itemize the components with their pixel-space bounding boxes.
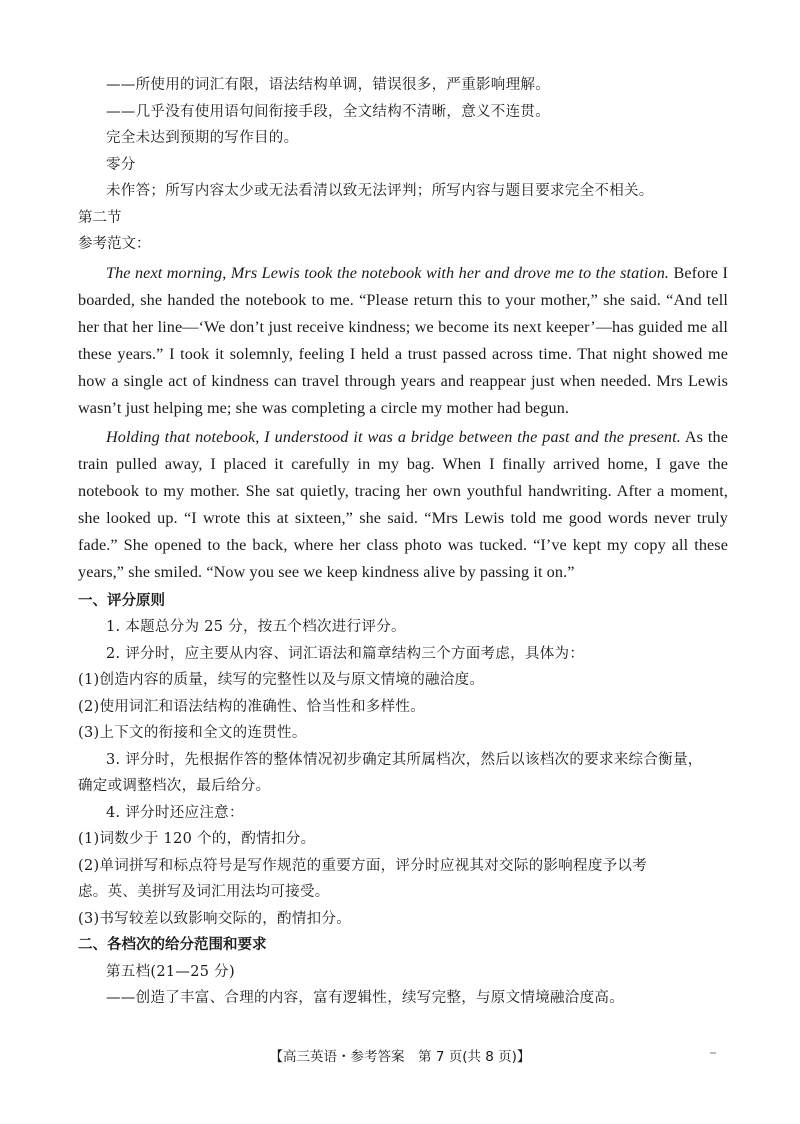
page-body: [78, 72, 728, 1012]
paragraph-2-body: As the train pulled away, I placed it carefully in my bag. When I finally arrived home, I gave the notebook to my mother. She sat quietly, tracing her own youthful handwriting. After a moment, she looked up. “I wrote this at sixteen,” she said. “Mrs Lewis told me good words never truly fade.” She opened to the back, where her class photo was tucked. “I’ve kept my copy all these years,” she smiled. “Now you see we keep kindness alive by passing it on.”: [78, 427, 729, 581]
levels-heading: 二、各档次的给分范围和要求: [78, 937, 267, 953]
principle-item-2-sub-3: (3)上下文的衔接和全文的连贯性。: [78, 725, 307, 741]
sample-essay-paragraph-1: [78, 260, 728, 422]
principle-item-4-sub-2-line-1: (2)单词拼写和标点符号是写作规范的重要方面，评分时应视其对交际的影响程度予以考: [78, 857, 648, 874]
level-5-title: 第五档(21—25 分): [106, 963, 235, 980]
sample-essay-label: 参考范文：: [78, 236, 151, 252]
principle-item-2-sub-1: (1)创造内容的质量，续写的完整性以及与原文情境的融洽度。: [78, 672, 485, 688]
grading-line-3: 完全未达到预期的写作目的。: [106, 130, 299, 146]
principle-item-4: 4. 评分时还应注意：: [106, 804, 244, 821]
zero-score-label: 零分: [106, 156, 136, 173]
principle-item-4-sub-1: (1)词数少于 120 个的，酌情扣分。: [78, 831, 316, 847]
level-5-item-1: ——创造了丰富、合理的内容，富有逻辑性，续写完整，与原文情境融洽度高。: [106, 990, 624, 1006]
paragraph-1-body: Before I boarded, she handed the notebook to me. “Please return this to your mother,” she said. “And tell her that her line—‘We don’t just receive kindness; we become its next keeper’—has guided me all these years.” I took it solemnly, feeling I held a trust passed across time. That night showed me how a single act of kindness can travel through years and reappear just when needed. Mrs Lewis wasn’t just helping me; she was completing a circle my mother had begun.: [78, 263, 728, 417]
grading-line-1: ——所使用的词汇有限，语法结构单调，错误很多，严重影响理解。: [106, 77, 550, 93]
principle-item-4-sub-2-line-2: 虑。英、美拼写及词汇用法均可接受。: [78, 884, 330, 900]
zero-score-desc: 未作答；所写内容太少或无法看清以致无法评判；所写内容与题目要求完全不相关。: [106, 183, 654, 199]
principles-heading: 一、评分原则: [78, 592, 165, 609]
grading-line-2: ——几乎没有使用语句间衔接手段，全文结构不清晰，意义不连贯。: [106, 103, 550, 120]
paragraph-1-lead: The next morning, Mrs Lewis took the notebook with her and drove me to the station.: [106, 263, 670, 282]
section-two-title: 第二节: [78, 209, 122, 226]
principle-item-3-line-2: 确定或调整档次，最后给分。: [78, 778, 271, 794]
sample-essay-paragraph-2: [78, 424, 728, 586]
paragraph-2-lead: Holding that notebook, I understood it was a bridge between the past and the present.: [106, 427, 681, 446]
principle-item-2-sub-2: (2)使用词汇和语法结构的准确性、恰当性和多样性。: [78, 698, 426, 715]
principle-item-2: 2. 评分时，应主要从内容、词汇语法和篇章结构三个方面考虑，具体为：: [106, 645, 585, 662]
scan-mark: [710, 1052, 716, 1054]
principle-item-3-line-1: 3. 评分时，先根据作答的整体情况初步确定其所属档次，然后以该档次的要求来综合衡量，: [106, 751, 703, 768]
principle-item-1: 1. 本题总分为 25 分，按五个档次进行评分。: [106, 619, 406, 635]
principle-item-4-sub-3: (3)书写较差以致影响交际的，酌情扣分。: [78, 910, 352, 927]
page-footer: 【高三英语・参考答案 第 7 页(共 8 页)】: [269, 1049, 531, 1065]
